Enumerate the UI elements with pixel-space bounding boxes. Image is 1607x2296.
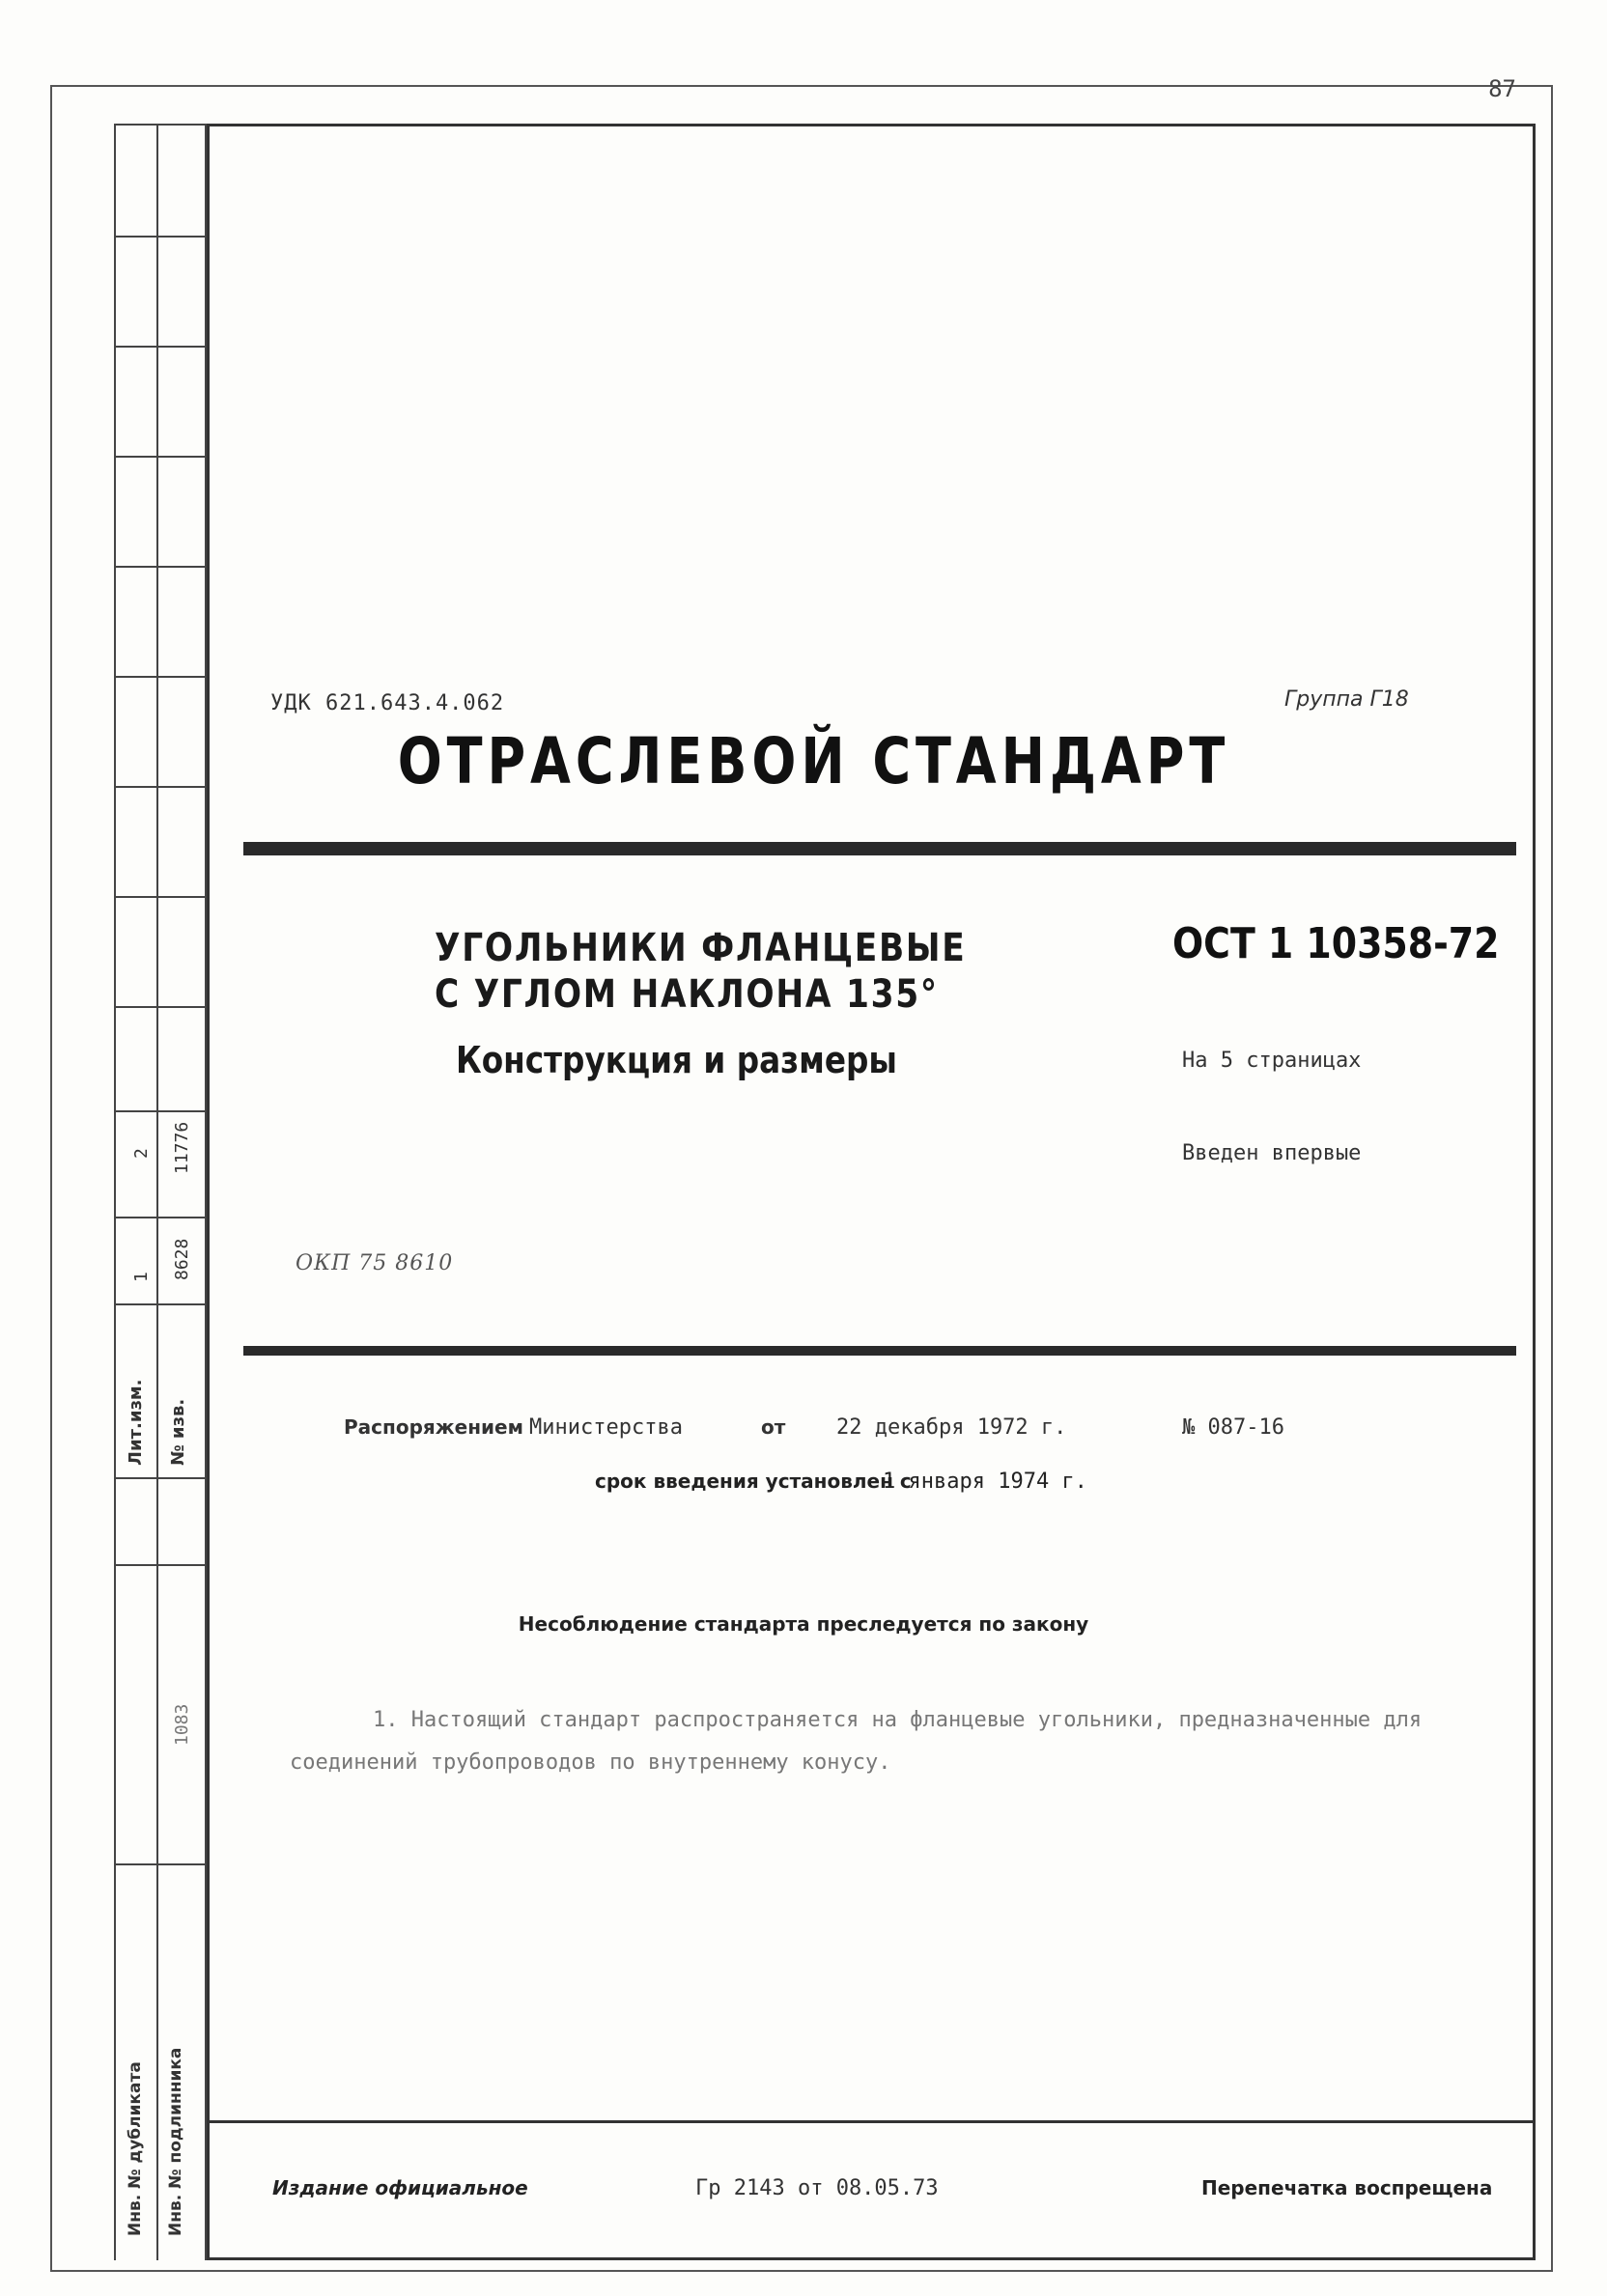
side-label-no-izv: № изв. bbox=[168, 1398, 188, 1466]
udk-code: УДК 621.643.4.062 bbox=[270, 691, 505, 715]
inner-frame bbox=[207, 124, 1536, 2260]
side-strip-line bbox=[114, 566, 207, 568]
page-count: На 5 страницах bbox=[1182, 1049, 1362, 1073]
footer-rule bbox=[207, 2120, 1536, 2123]
side-label-lit-izm: Лит.изм. bbox=[126, 1379, 146, 1466]
footer-reprint-note: Перепечатка воспрещена bbox=[1201, 2176, 1493, 2199]
side-label-original: Инв. № подлинника bbox=[166, 2047, 185, 2236]
side-change-2: 2 bbox=[131, 1148, 152, 1159]
group-code: Группа Г18 bbox=[1284, 687, 1409, 712]
order-number: № 087-16 bbox=[1182, 1415, 1284, 1440]
side-strip-line bbox=[114, 1110, 207, 1112]
introduced-note: Введен впервые bbox=[1182, 1141, 1362, 1165]
main-title: ОТРАСЛЕВОЙ СТАНДАРТ bbox=[397, 724, 1230, 798]
side-strip-line bbox=[114, 124, 207, 126]
page-number: 87 bbox=[1488, 75, 1516, 102]
side-izv-1: 8628 bbox=[172, 1238, 192, 1280]
side-strip-line bbox=[114, 1564, 207, 1566]
order-label: Распоряжением bbox=[344, 1415, 523, 1439]
product-title bbox=[435, 925, 966, 1018]
side-strip-line bbox=[114, 456, 207, 458]
thick-rule bbox=[243, 842, 1516, 855]
product-title-line-2: С УГЛОМ НАКЛОНА 135° bbox=[435, 972, 939, 1017]
product-title-line-1: УГОЛЬНИКИ ФЛАНЦЕВЫЕ bbox=[435, 926, 967, 970]
legal-warning: Несоблюдение стандарта преследуется по закону bbox=[518, 1612, 1089, 1636]
medium-rule bbox=[243, 1346, 1516, 1356]
side-label-duplicate: Инв. № дубликата bbox=[126, 2061, 145, 2236]
side-change-1: 1 bbox=[131, 1272, 152, 1282]
side-orig-number: 1083 bbox=[172, 1703, 192, 1746]
side-strip-line bbox=[114, 1477, 207, 1479]
side-izv-2: 11776 bbox=[172, 1121, 192, 1174]
deadline-label: срок введения установлен с bbox=[595, 1470, 912, 1493]
side-strip-line bbox=[114, 1303, 207, 1305]
side-strip-line bbox=[114, 676, 207, 678]
okp-code: ОКП 75 8610 bbox=[296, 1251, 454, 1275]
side-strip-line bbox=[114, 1217, 207, 1218]
product-subtitle: Конструкция и размеры bbox=[456, 1039, 897, 1081]
side-strip-line bbox=[114, 236, 207, 238]
footer-registration: Гр 2143 от 08.05.73 bbox=[695, 2176, 939, 2200]
side-strip-line bbox=[114, 346, 207, 348]
footer-edition: Издание официальное bbox=[272, 2176, 528, 2199]
order-date: 22 декабря 1972 г. bbox=[836, 1415, 1067, 1440]
order-from-label: от bbox=[761, 1415, 786, 1439]
side-strip-line bbox=[205, 124, 207, 2260]
side-strip-line bbox=[114, 1863, 207, 1865]
side-strip-line bbox=[114, 124, 116, 2260]
side-strip-line bbox=[156, 124, 158, 2260]
order-ministry: Министерства bbox=[529, 1415, 683, 1440]
paragraph-1: 1. Настоящий стандарт распространяется на фланцевые угольники, предназначенные для соединений трубопроводов по внутреннему конусу. bbox=[290, 1708, 1423, 1775]
side-strip-line bbox=[114, 1006, 207, 1008]
standard-number: ОСТ 1 10358-72 bbox=[1172, 919, 1500, 968]
side-strip-line bbox=[114, 896, 207, 898]
deadline-date: 1 января 1974 г. bbox=[883, 1470, 1087, 1494]
